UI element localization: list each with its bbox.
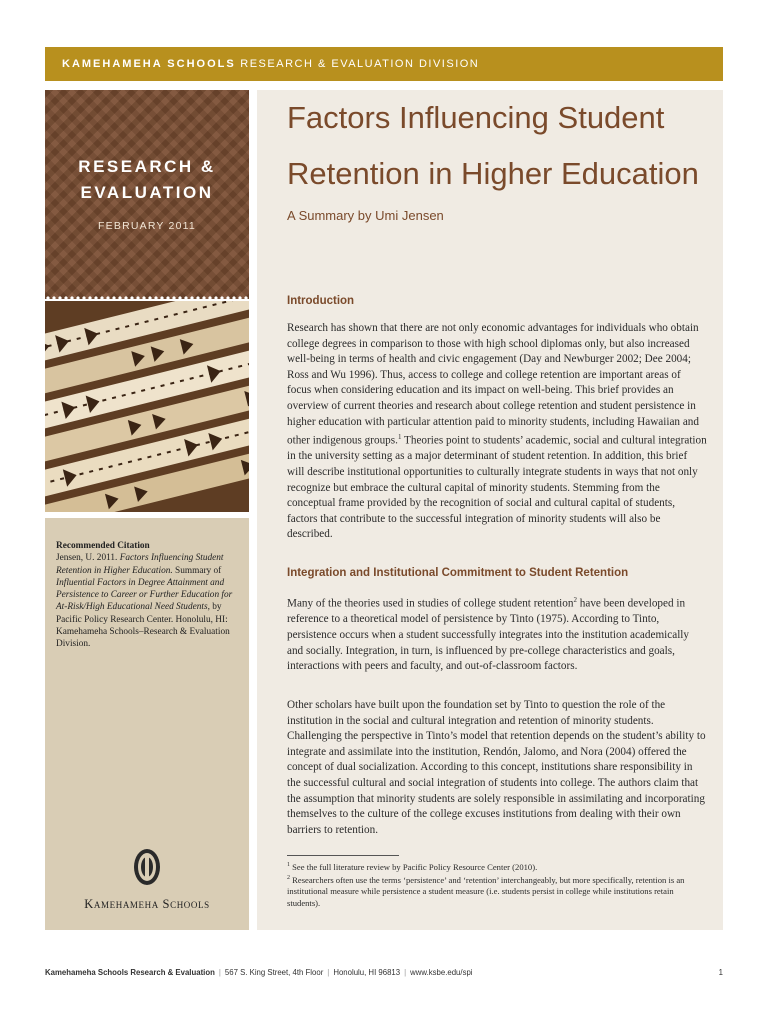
footnote-1-text: See the full literature review by Pacific Policy Resource Center (2010).	[290, 861, 538, 872]
crest-icon	[132, 846, 162, 888]
carved-staffs-image	[45, 301, 249, 512]
school-logo	[45, 846, 249, 912]
footer-url[interactable]: www.ksbe.edu/spi	[410, 968, 473, 977]
integration-heading: Integration and Institutional Commitment to Student Retention	[287, 567, 629, 579]
footnote-ref-1: 1	[397, 433, 402, 442]
intro-text-a: Research has shown that there are not only economic advantages for individuals who obtain college degrees in comparison to those with high school diplomas only, but also increased well-being in terms of health and civic engagement (Day and Newburger 2002; Dee 2004; Ross and Wu 1996). Thus, access to college and college retention are important areas of focus when considering education and its impact on well-being. This brief provides an overview of current theories and research about college retention and student persistence in higher education with particular attention paid to minority students, including Hawaiian and other indigenous groups.	[287, 322, 699, 447]
series-title	[45, 154, 249, 206]
footnote-1	[287, 860, 707, 873]
publication-date: FEBRUARY 2011	[98, 220, 196, 232]
page-number: 1	[718, 968, 723, 977]
logo-wordmark: Kamehameha Schools	[84, 897, 210, 911]
document-subtitle: A Summary by Umi Jensen	[287, 208, 444, 223]
citation-summary-of: Summary of	[172, 565, 222, 576]
sidebar	[45, 90, 249, 930]
footer-address: 567 S. King Street, 4th Floor	[224, 968, 324, 977]
para2-text-a: Many of the theories used in studies of college student retention	[287, 597, 574, 610]
title-line1: Factors Influencing Student	[287, 100, 665, 135]
citation-source: Influential Factors in Degree Attainment and Persistence to Career or Further Education for At-Risk/High Educational Need Students,	[56, 577, 233, 613]
page-footer	[45, 968, 723, 977]
sidebar-header-panel	[45, 90, 249, 299]
intro-text-b: Theories point to students’ academic, social and cultural integration in the university setting as a major determinant of student retention. In addition, this brief will describe institutional opportunities to culturally integrate students in ways that not only recognize but embrace the cultural capital of minority students. Stemming from the conceptual frame provided by the recognition of social and cultural capital of students, factors that contribute to the successful integration of minority students will also be described.	[287, 434, 707, 541]
series-title-line2: EVALUATION	[80, 183, 214, 202]
citation-author: Jensen, U. 2011.	[56, 553, 120, 564]
footnote-2	[287, 873, 707, 910]
citation-panel	[45, 518, 249, 930]
banner-brand: KAMEHAMEHA SCHOOLS	[62, 58, 236, 70]
footnote-2-number: 2	[287, 875, 290, 881]
title-line2: Retention in Higher Education	[287, 156, 699, 191]
banner-text	[62, 58, 479, 70]
footnote-ref-2: 2	[573, 596, 577, 604]
recommended-citation	[56, 540, 242, 651]
footer-city: Honolulu, HI 96813	[333, 968, 401, 977]
introduction-heading: Introduction	[287, 295, 355, 307]
footnote-rule	[287, 855, 399, 856]
footnote-1-number: 1	[287, 862, 290, 868]
introduction-paragraph	[287, 321, 707, 543]
scholars-paragraph: Other scholars have built upon the foundation set by Tinto to question the role of the institution in the social and cultural integration and retention of minority students. Challenging the perspective in Tinto’s model that retention depends on the student’s ability to integrate and assimilate into the institution, Rendón, Jalomo, and Nora (2004) offered the concept of dual socialization. According to this concept, institutions share responsibility in the successful cultural and social integration of students into college. The authors claim that the assumption that minority students are solely responsible in assimilating and incorporating themselves to the culture of the college excuses institutions from dealing with their own barriers to retention.	[287, 699, 706, 836]
citation-title: Factors Influencing Student Retention in Higher Education.	[56, 553, 224, 576]
header-banner	[45, 47, 723, 81]
footer-org: Kamehameha Schools Research & Evaluation	[45, 968, 215, 977]
footnote-2-text: Researchers often use the terms ‘persistence’ and ‘retention’ interchangeably, but more specifically, retention is an institutional measure while persistence a student measure (i.e. students persist in college while institutions retain students).	[287, 874, 685, 909]
series-title-line1: RESEARCH &	[78, 157, 216, 176]
main-content	[257, 90, 723, 930]
citation-publisher: by Pacific Policy Research Center. Honolulu, HI: Kamehameha Schools–Research & Evaluation Division.	[56, 602, 230, 650]
citation-heading: Recommended Citation	[56, 541, 150, 551]
integration-paragraph	[287, 593, 707, 675]
footer-info: Kamehameha Schools Research & Evaluation | 567 S. King Street, 4th Floor | Honolulu, HI 96813 | www.ksbe.edu/spi	[45, 968, 473, 977]
para2-text-b: have been developed in reference to a theoretical model of persistence by Tinto (1975). According to Tinto, persistence occurs when a student successfully integrates into the institution academically and socially. Integration, in turn, is influenced by pre-college characteristics and goals, interactions with peers and faculty, and out-of-classroom factors.	[287, 597, 690, 673]
document-title	[287, 90, 717, 202]
cover-photo	[45, 301, 249, 512]
banner-division: RESEARCH & EVALUATION DIVISION	[240, 58, 480, 70]
